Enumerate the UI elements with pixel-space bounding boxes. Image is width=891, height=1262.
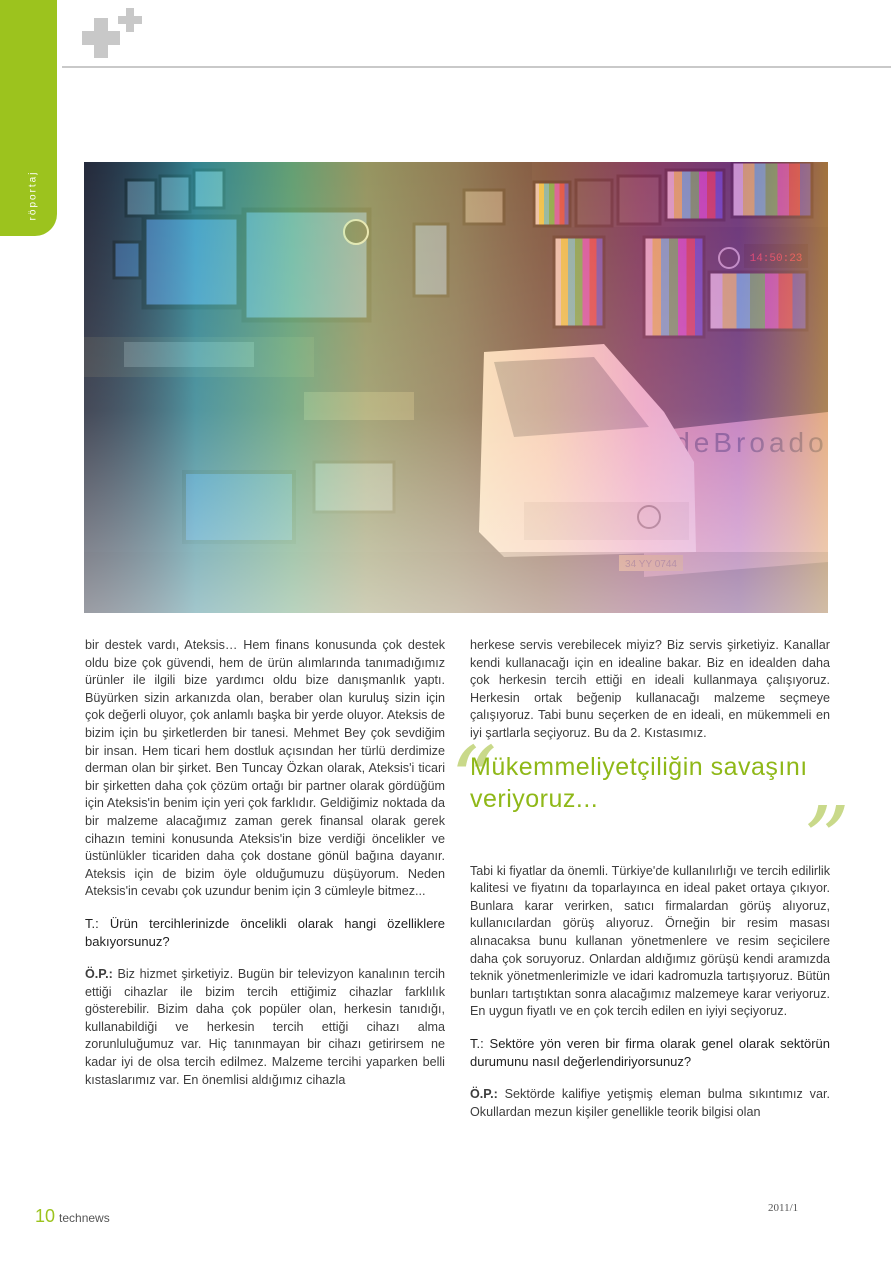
- answer-lead: Ö.P.:: [85, 967, 113, 982]
- paragraph: bir destek vardı, Ateksis… Hem finans konusunda çok destek oldu bize çok güvendi, hem de ürün alımlarında tanımadığımız ürünler ile ilgili bize yardımcı oldu bize danışmanlık yaptı. Büyürken sizin arkanızda olan, beraber olan kuruluş sizin için çok değerli oluyor, çok anlamlı başka bir yerde oluyor. Ateksis de bizim için bu şirketlerden bir tanesi. Mehmet Bey çok sevdiğim bir insan. Hem ticari hem dostluk açısından her türlü derdimize derman olan bir şirket. Ben Tuncay Özkan olarak, Ateksis'i ticari bir şirketten daha çok çözüm ortağı bir partner olarak gördüğüm için Ateksis'in benim için yeri çok farklıdır. Geldiğimiz noktada da bir malzeme alacağımız zaman gerek finansal olarak gerek cihazın temini konusunda Ateksis'in bize verdiği öncelikler ve üstünlükler ticariden daha çok dostane gönül bağına dayanır. Ateksis için de bizim öyle olduğumuzu düşüyorum. Neden Ateksis'in cevabı çok uzundur benim için 3 cümleyle bitmez...: [85, 638, 445, 899]
- answer-text: Sektörde kalifiye yetişmiş eleman bulma sıkıntımız var. Okullardan mezun kişiler genellikle teorik bilgisi olan: [470, 1087, 830, 1119]
- section-tab: [0, 0, 57, 236]
- plus-logo-icon: [80, 6, 146, 62]
- section-label: röportaj: [27, 170, 39, 221]
- pull-quote: [450, 726, 850, 894]
- interview-answer: [470, 1086, 830, 1121]
- header-divider: [62, 66, 891, 68]
- hero-photo: [84, 162, 828, 613]
- page-number: 10: [35, 1206, 56, 1226]
- paragraph: herkese servis verebilecek miyiz? Biz servis şirketiyiz. Kanallar kendi kullanacağı için en idealine bakar. Biz en idealden daha çok herkesin tercih ettiği en ideali kullanmaya çalışıyoruz. Herkesin ortak beğenip kullanacağı malzeme seçmeye çalışıyoruz. Tabi bunu seçerken de en ideali, en mükemmeli en iyi şartlarla seçiyoruz. Bu da 2. Kıstasımız.: [470, 638, 830, 740]
- pull-quote-text: Mükemmeliyetçiliğin savaşını veriyoruz...: [470, 752, 808, 813]
- left-column: [85, 637, 445, 1089]
- interview-question: T.: Ürün tercihlerinizde öncelikli olarak hangi özelliklere bakıyorsunuz?: [85, 915, 445, 949]
- right-column: [450, 637, 850, 1121]
- interview-question: T.: Sektöre yön veren bir firma olarak genel olarak sektörün durumunu nasıl değerlendiriyorsunuz?: [470, 1035, 830, 1069]
- paragraph: Tabi ki fiyatlar da önemli. Türkiye'de kullanılırlığı ve tercih edilirlik kalitesi ve fiyatını da toparlayınca en ideal paket ortaya çıkıyor. Bunlara karar verirken, satıcı firmalardan görüş alıyoruz, kullanıcılardan görüş alıyoruz. Örneğin bir resim masası alınacaksa bunu kullanan yönetmenlere ve resim seçicilere daha çok soruyoruz. Onlardan aldığımız görüşü kendi aramızda teknik yönetmenlerimizle ve idari kadromuzla tartışıyoruz. Bütün bunları tartıştıktan sonra alacağımız malzemeye karar veriyoruz. En uygun fiyatlı ve en çok tercih edilen en iyiyi seçiyoruz.: [470, 863, 830, 1019]
- magazine-name: technews: [59, 1211, 110, 1225]
- page-footer: [35, 1206, 110, 1227]
- close-quote-icon: ”: [802, 786, 850, 894]
- answer-text: Biz hizmet şirketiyiz. Bugün bir televizyon kanalının tercih ettiği cihazlar ile bizim tercih ettiğimiz cihazlar farklılık gösterebilir. Bizim daha çok popüler olan, herkesin tanıdığı, kullanabildiği ve herkesin tercih ettiği cihazı alma zorunluluğumuz var. Hiç tanınmayan bir cihazı getirirsem ne kadar iyi de olsa tercih edilmez. Malzeme tercihi yaparken belli kıstaslarımız var. En önemlisi aldığımız cihazla: [85, 967, 445, 1087]
- open-quote-icon: “: [450, 726, 498, 834]
- interview-answer: [85, 966, 445, 1089]
- answer-lead: Ö.P.:: [470, 1087, 498, 1102]
- issue-label: 2011/1: [768, 1202, 799, 1214]
